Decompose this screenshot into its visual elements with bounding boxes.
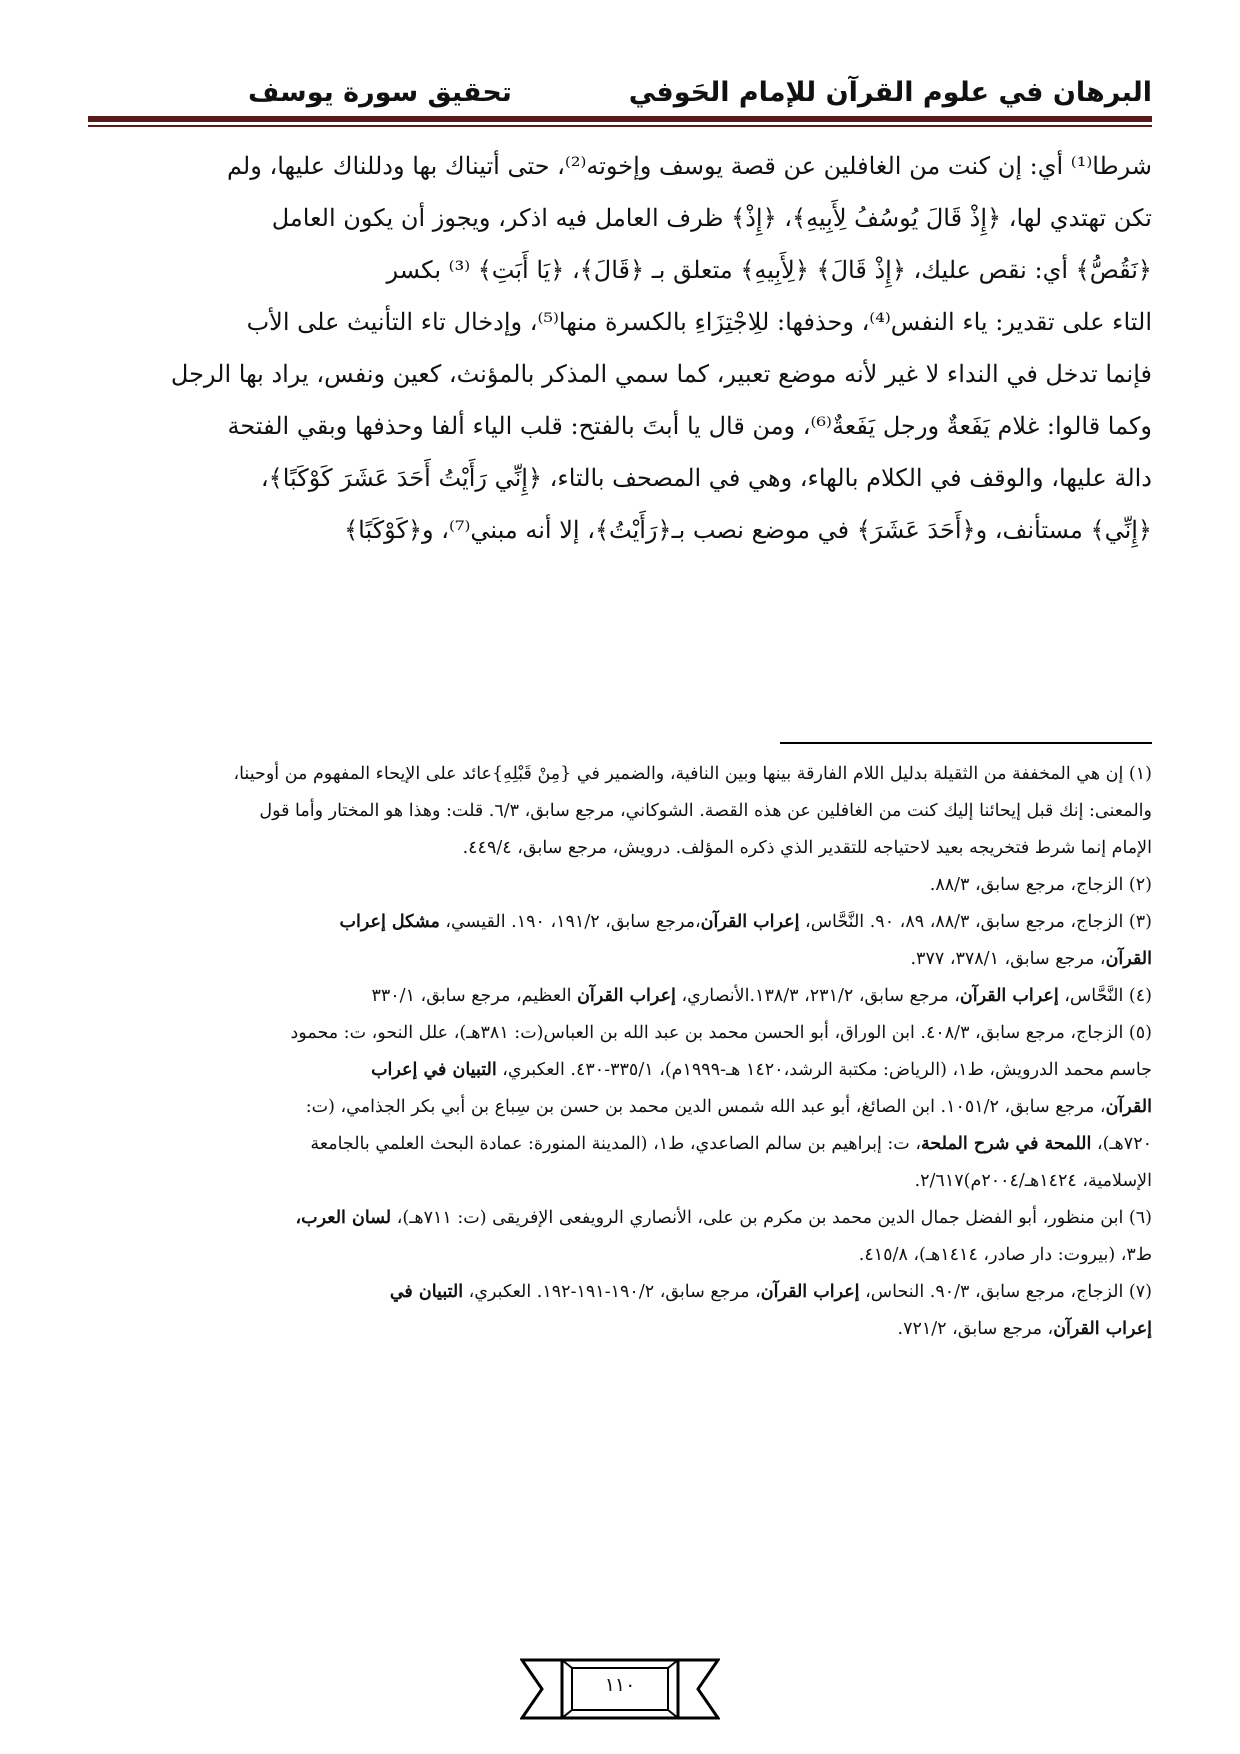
running-header — [88, 72, 1152, 112]
footnote-5-line — [88, 1126, 1152, 1163]
fn-text: ، مرجع سابق، ٧٢١/٢. — [897, 1319, 1054, 1339]
fn-text: ، مرجع سابق، ٢٣١/٢، ١٣٨/٣.الأنصاري، — [675, 986, 960, 1006]
body-line: ﴿نَقُصُّ﴾ أي: نقص عليك، ﴿إِذْ قَالَ﴾ ﴿لِأَبِيهِ﴾ متعلق بـ ﴿قَالَ﴾، ﴿يَا أَبَتِ﴾ ⁽³⁾ بكسر — [386, 256, 1152, 284]
page-number-ornament — [520, 1656, 720, 1722]
section-title: تحقيق سورة يوسف — [248, 76, 512, 108]
footnote-separator — [780, 742, 1152, 744]
fn-text: (٧) الزجاج، مرجع سابق، ٩٠/٣. النحاس، — [859, 1282, 1152, 1302]
footnote-1-line: والمعنى: إنك قبل إيحائنا إليك كنت من الغافلين عن هذه القصة. الشوكاني، مرجع سابق، ٦/٣. قلت: وهذا هو المختار وأما قول — [259, 801, 1152, 821]
book-title: البرهان في علوم القرآن للإمام الحَوفي — [628, 76, 1152, 108]
footnote-1-line: الإمام إنما شرط فتخريجه بعيد لاحتياجه للتقدير الذي ذكره المؤلف. درويش، مرجع سابق، ٤٤٩/٤. — [462, 838, 1152, 858]
page-number: ١١٠ — [604, 1674, 636, 1696]
footnote-6-line — [88, 1200, 1152, 1237]
fn-text: ، ت: إبراهيم بن سالم الصاعدي، ط١، (المدينة المنورة: عمادة البحث العلمي بالجامعة — [310, 1134, 921, 1154]
footnote-7-line — [88, 1274, 1152, 1311]
body-line: التاء على تقدير: ياء النفس⁽⁴⁾، وحذفها: للِاجْتِزَاءِ بالكسرة منها⁽⁵⁾، وإدخال تاء التأنيث على الأب — [246, 308, 1152, 336]
fn-text: (٦) ابن منظور، أبو الفضل جمال الدين محمد بن مكرم بن على، الأنصاري الرويفعى الإفريقى (ت: ٧١١هـ)، — [391, 1208, 1152, 1228]
header-rule-thin — [88, 125, 1152, 127]
footnote-6-line: ط٣، (بيروت: دار صادر، ١٤١٤هـ)، ٤١٥/٨. — [858, 1245, 1152, 1265]
footnote-3-line — [88, 941, 1152, 978]
footnote-5-line — [88, 1052, 1152, 1089]
fn-book-title: إعراب القرآن — [760, 1282, 860, 1302]
fn-text: العظيم، مرجع سابق، ٣٣٠/١ — [371, 986, 578, 1006]
fn-text: (٣) الزجاج، مرجع سابق، ٨٨/٣، ٨٩، ٩٠. النَّحَّاس، — [799, 912, 1152, 932]
fn-text: ، مرجع سابق، ٣٧٨/١، ٣٧٧. — [910, 949, 1106, 969]
fn-text: (٤) النَّحَّاس، — [1058, 986, 1152, 1006]
fn-text: جاسم محمد الدرويش، ط١، (الرياض: مكتبة الرشد،١٤٢٠ هـ-١٩٩٩م)، ٣٣٥/١-٤٣٠. العكبري، — [496, 1060, 1152, 1080]
footnote-4 — [88, 978, 1152, 1015]
fn-text: ٧٢٠هـ)، — [1091, 1134, 1152, 1154]
footnotes — [88, 756, 1152, 1348]
main-text — [88, 140, 1152, 556]
fn-book-title: إعراب القرآن — [959, 986, 1059, 1006]
fn-text: ، مرجع سابق، ١٠٥١/٢. ابن الصائغ، أبو عبد الله شمس الدين محمد بن حسن بن سِباع بن أبي بكر الجذامي، (ت: — [305, 1097, 1106, 1117]
fn-book-title: إعراب القرآن — [700, 912, 800, 932]
fn-book-title: إعراب القرآن — [577, 986, 676, 1006]
body-line: دالة عليها، والوقف في الكلام بالهاء، وهي في المصحف بالتاء، ﴿إِنِّي رَأَيْتُ أَحَدَ عَشَرَ كَوْكَبًا﴾، — [260, 464, 1152, 492]
body-line: ﴿إِنِّي﴾ مستأنف، و﴿أَحَدَ عَشَرَ﴾ في موضع نصب بـ﴿رَأَيْتُ﴾، إلا أنه مبني⁽⁷⁾، و﴿كَوْكَبًا﴾ — [344, 516, 1152, 544]
body-line: تكن تهتدي لها، ﴿إِذْ قَالَ يُوسُفُ لِأَبِيهِ﴾، ﴿إِذْ﴾ ظرف العامل فيه اذكر، ويجوز أن يكون العامل — [271, 204, 1152, 232]
fn-book-title: التبيان في إعراب — [371, 1060, 497, 1080]
footnote-5-line: (٥) الزجاج، مرجع سابق، ٤٠٨/٣. ابن الوراق، أبو الحسن محمد بن عبد الله بن العباس(ت: ٣٨١هـ)، علل النحو، ت: محمود — [290, 1023, 1152, 1043]
fn-text: ، مرجع سابق، ١٩٠/٢-١٩١-١٩٢. العكبري، — [463, 1282, 761, 1302]
fn-book-title: اللمحة في شرح الملحة — [920, 1134, 1092, 1154]
fn-text: ، — [295, 1208, 302, 1228]
fn-text: ،مرجع سابق، ١٩١/٢، ١٩٠. القيسي، — [439, 912, 701, 932]
footnote-5-line — [88, 1089, 1152, 1126]
footnote-3-line — [88, 904, 1152, 941]
header-rule-thick — [88, 116, 1152, 122]
body-line: شرطا⁽¹⁾ أي: إن كنت من الغافلين عن قصة يوسف وإخوته⁽²⁾، حتى أتيناك بها ودللناك عليها، ولم — [226, 152, 1152, 180]
fn-book-title: لسان العرب — [301, 1208, 392, 1228]
footnote-1-line: (١) إن هي المخففة من الثقيلة بدليل اللام الفارقة بينها وبين النافية، والضمير في {مِنْ قَبْلِهِ}عائد على الإيحاء المفهوم من أوحينا، — [233, 764, 1152, 784]
footnote-7-line — [88, 1311, 1152, 1348]
footnote-5-line: الإسلامية، ١٤٢٤هـ/٢٠٠٤م)٢/٦١٧. — [914, 1171, 1152, 1191]
fn-book-title: القرآن — [1105, 949, 1152, 969]
body-line: فإنما تدخل في النداء لا غير لأنه موضع تعبير، كما سمي المذكر بالمؤنث، كعين ونفس، يراد بها الرجل — [170, 360, 1152, 388]
footnote-2: (٢) الزجاج، مرجع سابق، ٨٨/٣. — [929, 875, 1152, 895]
fn-book-title: التبيان في — [389, 1282, 464, 1302]
body-line: وكما قالوا: غلام يَفَعةٌ ورجل يَفَعةٌ⁽⁶⁾، ومن قال يا أبتَ بالفتح: قلب الياء ألفا وحذفها وبقي الفتحة — [227, 412, 1152, 440]
fn-book-title: القرآن — [1105, 1097, 1152, 1117]
fn-book-title: مشكل إعراب — [339, 912, 440, 932]
fn-book-title: إعراب القرآن — [1053, 1319, 1152, 1339]
